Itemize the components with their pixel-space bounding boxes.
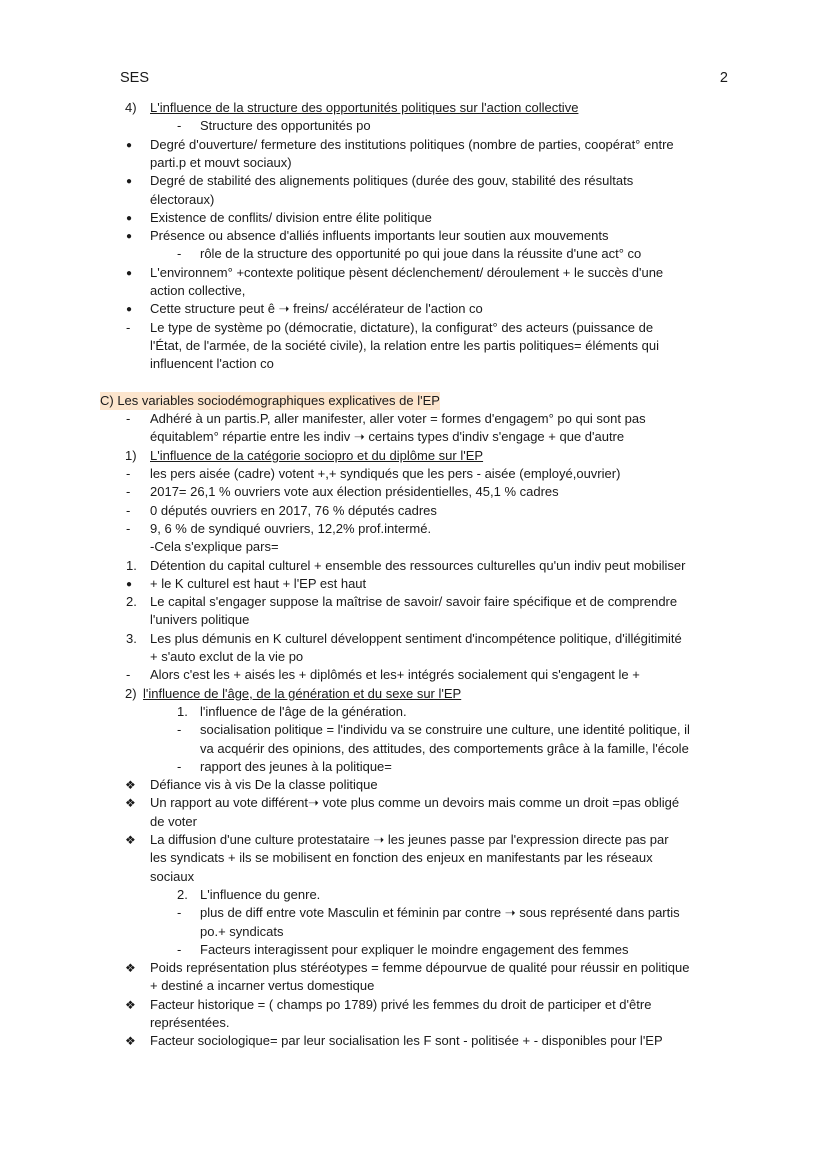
line-text: Degré de stabilité des alignements politiques (durée des gouv, stabilité des résultats [150,173,634,189]
diamond-bullet-icon: ❖ [125,1034,136,1049]
list-number: 1. [177,703,188,719]
line-text: sociaux [150,868,195,884]
line-text: Le capital s'engager suppose la maîtrise de savoir/ savoir faire spécifique et de comprendre [150,594,678,610]
diamond-bullet-icon: ❖ [125,961,136,976]
line-text: Défiance vis à vis De la classe politique [150,777,378,793]
dash-marker: - [177,246,182,262]
bullet-marker: ● [126,267,133,279]
line-text: 9, 6 % de syndiqué ouvriers, 12,2% prof.intermé. [150,520,432,536]
line-text: l'univers politique [150,612,250,628]
line-text: va acquérir des opinions, des attitudes, des comportements grâce à la famille, l'école [200,740,689,756]
list-number: 1) [125,447,137,463]
line-text: 0 députés ouvriers en 2017, 76 % députés cadres [150,502,437,518]
line-text: les pers aisée (cadre) votent +,+ syndiqués que les pers - aisée (employé,ouvrier) [150,466,621,481]
subsection-heading: l'influence de l'âge, de la génération et du sexe sur l'EP [143,685,462,701]
dash-marker: - [126,484,131,500]
line-text: équitablem° répartie entre les indiv ➝ certains types d'indiv s'engage + que d'autre [150,429,625,445]
line-text: Facteur historique = ( champs po 1789) privé les femmes du droit de participer et d'être [150,996,652,1012]
line-text: Structure des opportunités po [200,118,371,134]
line-text: Facteur sociologique= par leur socialisation les F sont - politisée + - disponibles pour l'EP [150,1033,663,1049]
line-text: rapport des jeunes à la politique= [200,758,392,774]
dash-marker: - [126,466,131,481]
diamond-bullet-icon: ❖ [125,833,136,847]
line-text: + s'auto exclut de la vie po [150,649,304,664]
list-number: 2. [177,886,188,902]
list-number: 2) [125,685,137,701]
bullet-marker: ● [126,304,133,316]
dash-marker: - [126,520,131,536]
line-text: rôle de la structure des opportunité po qui joue dans la réussite d'une act° co [200,246,642,262]
line-text: électoraux) [150,191,215,207]
line-text: Facteurs interagissent pour expliquer le moindre engagement des femmes [200,941,629,957]
dash-marker: - [126,667,131,683]
line-text: Détention du capital culturel + ensemble des ressources culturelles qu'un indiv peut mobiliser [150,557,686,573]
header-subject: SES [120,70,150,86]
line-text: + destiné a incarner vertus domestique [150,978,375,994]
line-text: parti.p et mouvt sociaux) [150,154,292,170]
subsection-heading: L'influence de la catégorie sociopro et du diplôme sur l'EP [150,447,484,463]
line-text: -Cela s'explique pars= [150,539,279,555]
line-text: L'environnem° +contexte politique pèsent déclenchement/ déroulement + le succès d'une [150,264,664,280]
line-text: Cette structure peut ê ➝ freins/ accélérateur de l'action co [150,301,483,317]
dash-marker: - [177,941,182,957]
dash-marker: - [177,758,182,774]
line-text: l'influence de l'âge de la génération. [200,703,407,719]
list-number: 4) [125,100,137,115]
bullet-marker: ● [126,139,133,151]
list-number: 3. [126,630,137,646]
diamond-bullet-icon: ❖ [125,997,136,1012]
line-text: l'État, de l'armée, de la société civile), la relation entre les partis politiques= éléments qui [150,337,659,353]
line-text: 2017= 26,1 % ouvriers vote aux élection présidentielles, 45,1 % cadres [150,484,559,500]
line-text: Degré d'ouverture/ fermeture des institutions politiques (nombre de parties, coopérat° entre [150,136,674,152]
line-text: influencent l'action co [150,356,274,372]
line-text: Existence de conflits/ division entre élite politique [150,209,432,225]
line-text: Les plus démunis en K culturel développent sentiment d'incompétence politique, d'illégitimité [150,630,682,646]
line-text: plus de diff entre vote Masculin et féminin par contre ➝ sous représenté dans partis [200,905,680,921]
line-text: + le K culturel est haut + l'EP est haut [150,575,367,591]
line-text: socialisation politique = l'individu va se construire une culture, une identité politique, il [200,722,690,738]
line-text: Alors c'est les + aisés les + diplômés et les+ intégrés socialement qui s'engagent le + [150,667,640,683]
line-text: action collective, [150,283,246,298]
line-text: Un rapport au vote différent➝ vote plus comme un devoirs mais comme un droit =pas obligé [150,795,680,811]
line-text: Adhéré à un partis.P, aller manifester, aller voter = formes d'engagem° po qui sont pas [150,411,646,427]
dash-marker: - [177,905,182,921]
list-number: 2. [126,594,137,610]
line-text: Le type de système po (démocratie, dictature), la configurat° des acteurs (puissance de [150,319,654,335]
dash-marker: - [126,319,131,335]
dash-marker: - [126,411,131,427]
line-text: de voter [150,813,197,829]
section-heading: C) Les variables sociodémographiques explicatives de l'EP [100,392,440,408]
bullet-marker: ● [126,212,133,224]
list-number: 1. [126,557,137,573]
line-text: représentées. [150,1015,230,1030]
line-text: L'influence du genre. [200,886,321,902]
line-text: les syndicats + ils se mobilisent en fonction des enjeux en manifestants par les réseaux [150,850,653,866]
line-text: po.+ syndicats [200,923,284,939]
diamond-bullet-icon: ❖ [125,778,136,793]
dash-marker: - [177,722,182,738]
subsection-heading: L'influence de la structure des opportunités politiques sur l'action collective [150,100,579,115]
bullet-marker: ● [126,231,133,243]
line-text: Présence ou absence d'alliés influents importants leur soutien aux mouvements [150,228,609,244]
dash-marker: - [177,118,182,134]
bullet-marker: ● [126,176,133,188]
header-page-number: 2 [719,70,728,86]
line-text: Poids représentation plus stéréotypes = femme dépourvue de qualité pour réussir en politique [150,960,690,976]
line-text: La diffusion d'une culture protestataire ➝ les jeunes passe par l'expression directe pas par [150,832,669,847]
diamond-bullet-icon: ❖ [125,796,136,811]
bullet-marker: ● [126,578,133,590]
dash-marker: - [126,502,131,518]
